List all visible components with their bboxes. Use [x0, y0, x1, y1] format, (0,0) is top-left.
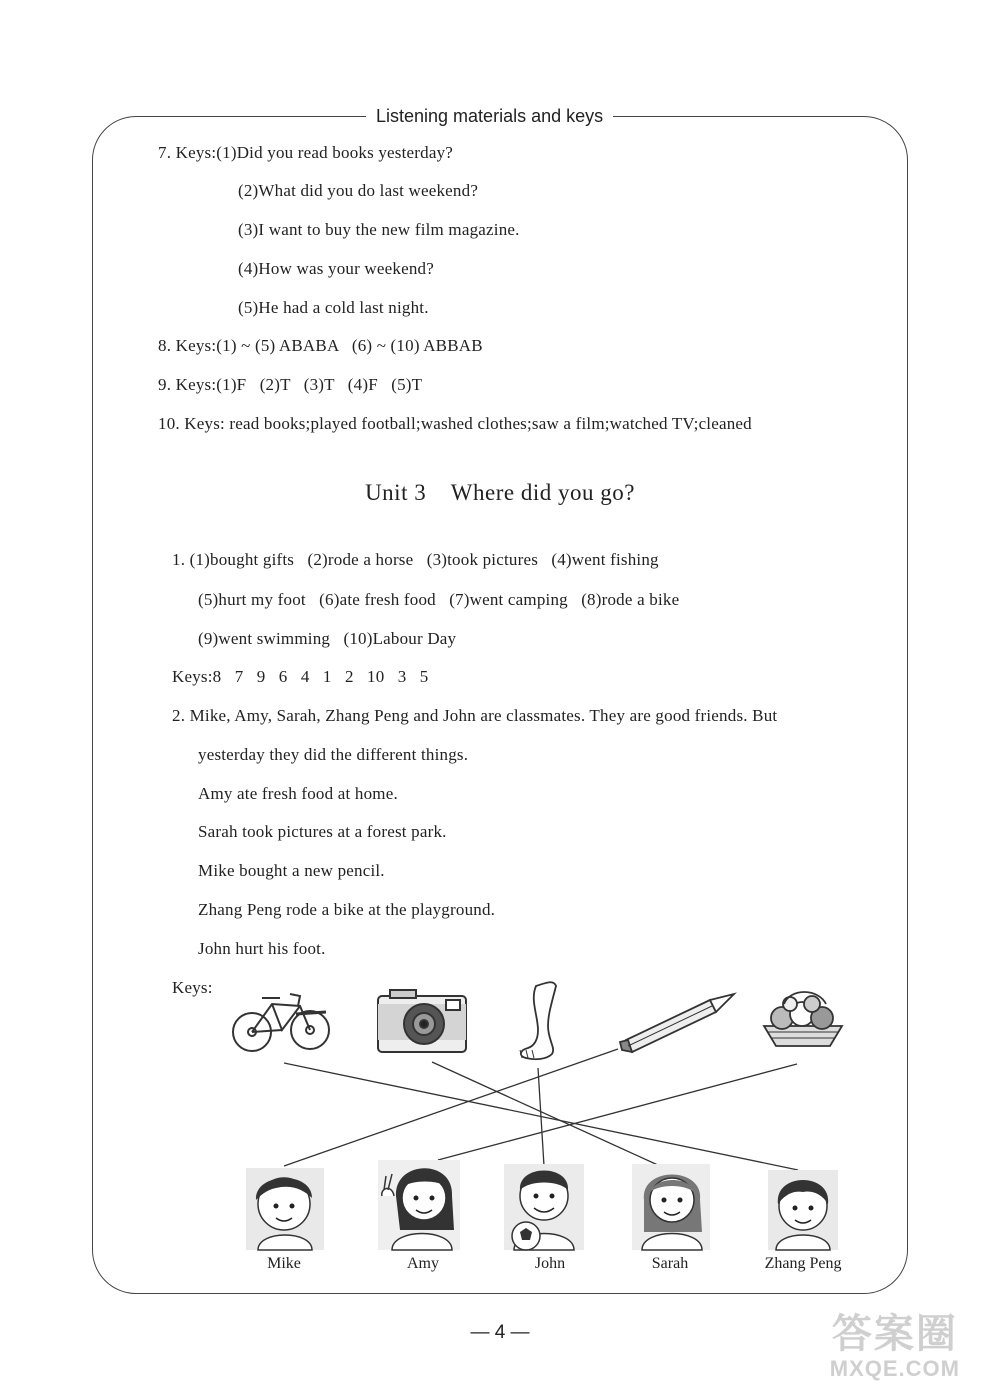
section7-item: (4)How was your weekend?: [238, 259, 434, 278]
zhangpeng-portrait: [768, 1170, 838, 1250]
amy-portrait: [378, 1160, 460, 1250]
match-line-pencil-mike: [284, 1049, 618, 1166]
pencil-icon: [620, 994, 734, 1052]
section8-keys: 8. Keys:(1) ~ (5) ABABA (6) ~ (10) ABBAB: [158, 336, 483, 355]
q2-sentence: Zhang Peng rode a bike at the playground.: [198, 900, 496, 919]
watermark-top: 答案圈: [831, 1312, 958, 1356]
q2-line1: 2. Mike, Amy, Sarah, Zhang Peng and John are classmates. They are good friends. But: [172, 706, 778, 725]
q1-line1: 1. (1)bought gifts (2)rode a horse (3)took pictures (4)went fishing: [172, 550, 659, 569]
person-name-john: John: [534, 1255, 566, 1272]
q2-sentence: Sarah took pictures at a forest park.: [198, 822, 447, 841]
q2-sentence: Amy ate fresh food at home.: [198, 784, 398, 803]
watermark: [830, 1312, 960, 1382]
section7-item: (1)Did you read books yesterday?: [216, 143, 454, 162]
page-header-title: Listening materials and keys: [366, 103, 613, 129]
fruit-basket-icon: [764, 992, 842, 1046]
person-name-amy: Amy: [407, 1255, 439, 1272]
section10-keys: 10. Keys: read books;played football;washed clothes;saw a film;watched TV;cleaned: [158, 414, 752, 433]
person-name-sarah: Sarah: [651, 1255, 689, 1272]
section7-label: 7. Keys:: [158, 143, 217, 162]
sarah-portrait: [632, 1164, 710, 1250]
camera-icon: [378, 990, 466, 1052]
q1-keys: Keys:8 7 9 6 4 1 2 10 3 5: [172, 667, 429, 686]
match-line-camera-sarah: [432, 1062, 660, 1166]
q2-sentence: Mike bought a new pencil.: [198, 861, 385, 880]
matching-lines: [284, 1049, 798, 1170]
q2-line2: yesterday they did the different things.: [198, 745, 469, 764]
q2-sentence: John hurt his foot.: [198, 939, 326, 958]
section9-keys: 9. Keys:(1)F (2)T (3)T (4)F (5)T: [158, 375, 423, 394]
q1-line2: (5)hurt my foot (6)ate fresh food (7)went camping (8)rode a bike: [198, 590, 680, 609]
match-line-food-amy: [438, 1064, 797, 1160]
person-name-zhangpeng: Zhang Peng: [764, 1255, 842, 1272]
bike-icon: [233, 994, 329, 1051]
john-portrait: [504, 1164, 584, 1250]
foot-icon: [520, 982, 556, 1059]
unit-title: Unit 3 Where did you go?: [365, 480, 635, 505]
section7-item: (2)What did you do last weekend?: [238, 181, 479, 200]
watermark-bottom: MXQE.COM: [829, 1356, 960, 1381]
section7-item: (5)He had a cold last night.: [238, 298, 429, 317]
person-name-mike: Mike: [267, 1255, 301, 1272]
mike-portrait: [246, 1168, 324, 1250]
page-number: — 4 —: [470, 1322, 530, 1343]
q1-line3: (9)went swimming (10)Labour Day: [198, 629, 457, 648]
q2-keys-label: Keys:: [172, 978, 213, 997]
section7-item: (3)I want to buy the new film magazine.: [238, 220, 520, 239]
